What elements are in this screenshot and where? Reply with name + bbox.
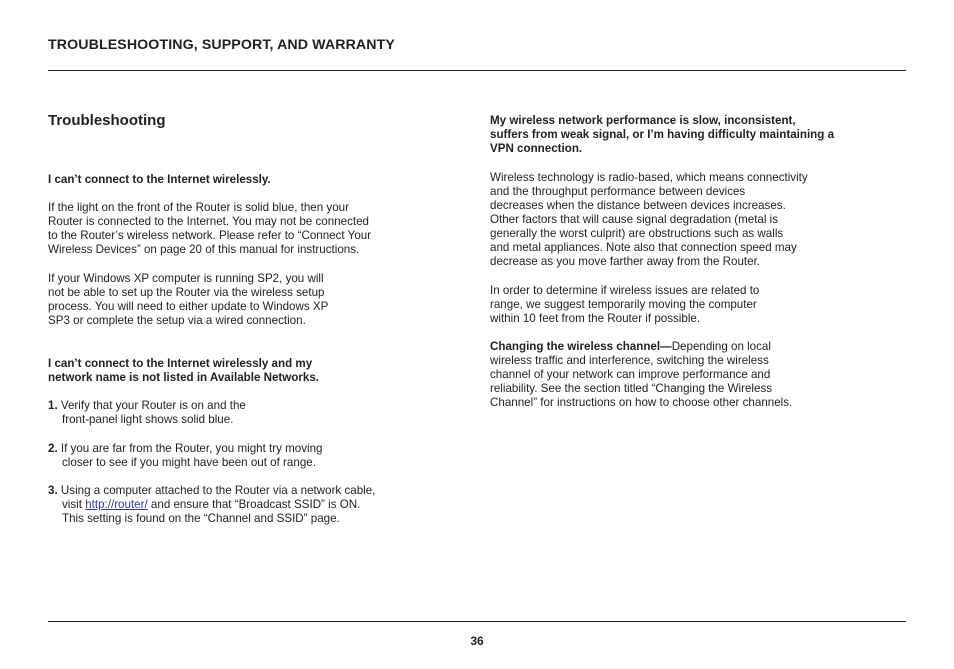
header-divider [48,70,906,71]
step-text: and ensure that “Broadcast SSID” is ON. [147,498,361,511]
step-number: 1. [48,399,58,412]
text-line: Router is connected to the Internet. You may not be connected [48,215,369,228]
text-line: process. You will need to either update to Windows XP [48,300,329,313]
step-line [48,399,246,413]
text-line: If the light on the front of the Router is solid blue, then your [48,201,349,214]
text-line: If your Windows XP computer is running SP2, you will [48,272,324,285]
text-line: within 10 feet from the Router if possible. [490,312,701,325]
text-line: generally the worst culprit) are obstructions such as walls [490,227,784,240]
footer-divider [48,621,906,622]
text-line: Other factors that will cause signal degradation (metal is [490,213,779,226]
paragraph-lead: Changing the wireless channel— [490,340,672,353]
step-number: 3. [48,484,58,497]
heading-line: VPN connection. [490,142,583,155]
page-number: 36 [470,634,484,648]
text-line: wireless traffic and interference, switching the wireless [490,354,769,367]
step-text: Using a computer attached to the Router via a network cable, [57,484,376,497]
router-link[interactable]: http://router/ [85,498,148,511]
text-line: to the Router’s wireless network. Please refer to “Connect Your [48,229,372,242]
text-line: channel of your network can improve performance and [490,368,771,381]
text-line: decrease as you move farther away from the Router. [490,255,761,268]
step-text: visit [62,498,86,511]
step-number: 2. [48,442,58,455]
text-line: reliability. See the section titled “Changing the Wireless [490,382,773,395]
text-line: SP3 or complete the setup via a wired connection. [48,314,306,327]
section-header-title: TROUBLESHOOTING, SUPPORT, AND WARRANTY [48,37,395,53]
heading-line: My wireless network performance is slow, inconsistent, [490,114,796,127]
heading-line: network name is not listed in Available Networks. [48,371,320,384]
section-title: Troubleshooting [48,112,166,129]
text-line: and metal appliances. Note also that connection speed may [490,241,797,254]
text-line: decreases when the distance between devices increases. [490,199,786,212]
step-text: If you are far from the Router, you might try moving [57,442,323,455]
step-line [48,498,360,512]
text-line: In order to determine if wireless issues are related to [490,284,760,297]
text-line: and the throughput performance between devices [490,185,746,198]
text-line: Wireless technology is radio-based, which means connectivity [490,171,808,184]
step-text: front-panel light shows solid blue. [62,413,234,426]
step-text: closer to see if you might have been out of range. [62,456,316,469]
heading-line: I can’t connect to the Internet wirelessly and my [48,357,313,370]
step-line [48,484,375,498]
text-line: Channel” for instructions on how to choose other channels. [490,396,793,409]
step-text: Verify that your Router is on and the [57,399,246,412]
question-heading: I can’t connect to the Internet wirelessly. [48,173,271,186]
text-line [490,340,771,354]
step-line [48,442,323,456]
text-span: Depending on local [671,340,771,353]
step-text: This setting is found on the “Channel and SSID” page. [62,512,340,525]
heading-line: suffers from weak signal, or I’m having difficulty maintaining a [490,128,835,141]
text-line: not be able to set up the Router via the wireless setup [48,286,325,299]
text-line: Wireless Devices” on page 20 of this manual for instructions. [48,243,360,256]
text-line: range, we suggest temporarily moving the computer [490,298,757,311]
